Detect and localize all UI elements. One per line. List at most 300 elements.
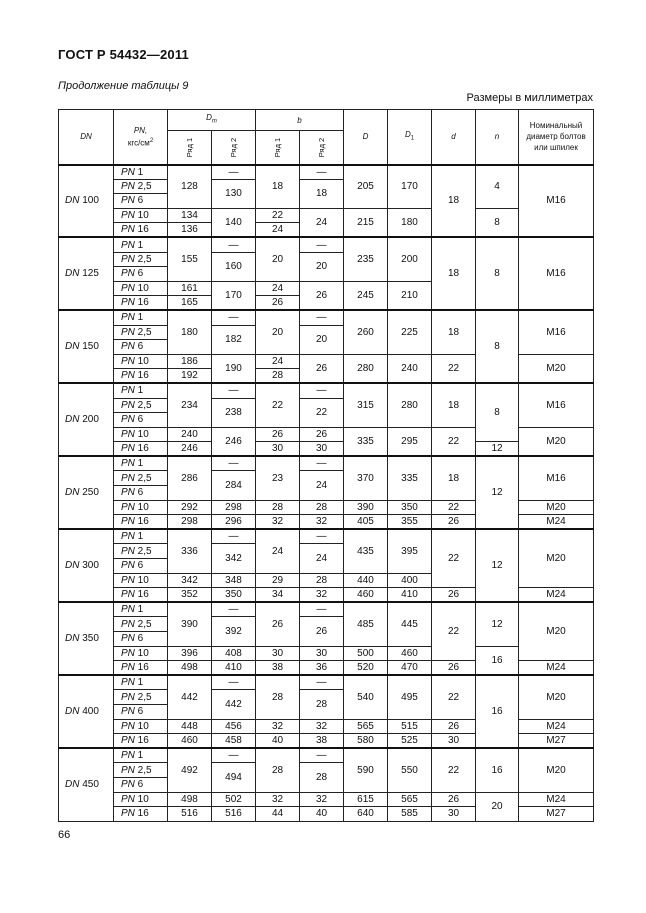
b-row1-cell: 44 [256,807,300,822]
dm-row2-cell: 458 [212,734,256,749]
bolt-diameter-cell: M16 [519,165,594,238]
b-row2-cell: 32 [300,792,344,807]
b-row1-cell: 38 [256,661,300,676]
pn-cell: PN 10 [114,719,168,734]
b-row2-cell: 38 [300,734,344,749]
dm-row1-cell: 390 [168,602,212,646]
pn-cell: PN 2,5 [114,252,168,267]
d-outer-cell: 500 [344,646,388,661]
table-row [59,602,594,617]
pn-cell: PN 2,5 [114,325,168,340]
pn-cell: PN 1 [114,529,168,544]
pn-cell: PN 16 [114,588,168,603]
pn-cell: PN 2,5 [114,763,168,778]
pn-cell: PN 1 [114,165,168,180]
dn-cell: DN 250 [59,456,114,529]
d1-cell: 225 [388,310,432,354]
dn-cell: DN 125 [59,237,114,310]
dm-row2-cell: — [212,310,256,325]
bolt-diameter-cell: M24 [519,792,594,807]
flange-dimensions-table [58,109,594,822]
d1-cell: 395 [388,529,432,573]
d-hole-cell: 18 [432,165,476,238]
dn-cell: DN 150 [59,310,114,383]
d1-cell: 180 [388,208,432,237]
bolt-diameter-cell: M16 [519,310,594,354]
dm-row2-cell: 238 [212,398,256,427]
b-row2-cell: 32 [300,515,344,530]
d-outer-cell: 520 [344,661,388,676]
pn-cell: PN 6 [114,267,168,282]
b-row2-cell: — [300,237,344,252]
dm-row2-cell: 140 [212,208,256,237]
dm-row2-cell: 502 [212,792,256,807]
dm-row1-cell: 292 [168,500,212,515]
pn-cell: PN 1 [114,456,168,471]
dm-row2-cell: 392 [212,617,256,646]
dm-row2-cell: 170 [212,281,256,310]
d-hole-cell: 26 [432,661,476,676]
pn-cell: PN 16 [114,442,168,457]
dm-row1-cell: 442 [168,675,212,719]
b-row2-cell: 22 [300,398,344,427]
d1-cell: 565 [388,792,432,807]
bolt-diameter-cell: M20 [519,748,594,792]
pn-cell: PN 10 [114,573,168,588]
dn-cell: DN 450 [59,748,114,821]
dm-row2-cell: 408 [212,646,256,661]
d1-cell: 200 [388,237,432,281]
dm-row1-cell: 161 [168,281,212,296]
d1-cell: 295 [388,427,432,456]
pn-cell: PN 16 [114,296,168,311]
d-outer-cell: 590 [344,748,388,792]
n-cell: 12 [476,602,519,646]
header-b: b [256,110,344,131]
units-note: Размеры в миллиметрах [466,92,593,104]
dm-row2-cell: 160 [212,252,256,281]
b-row1-cell: 32 [256,515,300,530]
d-hole-cell: 18 [432,237,476,310]
n-cell: 8 [476,208,519,237]
b-row1-cell: 26 [256,427,300,442]
dm-row1-cell: 240 [168,427,212,442]
b-row2-cell: 18 [300,179,344,208]
n-cell: 8 [476,383,519,441]
n-cell: 4 [476,165,519,209]
table-row [59,748,594,763]
d-outer-cell: 215 [344,208,388,237]
d-outer-cell: 390 [344,500,388,515]
d-outer-cell: 405 [344,515,388,530]
dm-row2-cell: — [212,529,256,544]
pn-cell: PN 2,5 [114,690,168,705]
d-outer-cell: 280 [344,354,388,383]
d1-cell: 460 [388,646,432,661]
bolt-diameter-cell: M24 [519,719,594,734]
d-outer-cell: 440 [344,573,388,588]
b-row2-cell: 28 [300,573,344,588]
pn-cell: PN 6 [114,632,168,647]
d1-cell: 335 [388,456,432,500]
d-hole-cell: 18 [432,456,476,500]
b-row2-cell: 26 [300,281,344,310]
b-row2-cell: — [300,748,344,763]
dm-row1-cell: 128 [168,165,212,209]
header-pn: PN, кгс/$см^2$ [114,110,168,165]
d-outer-cell: 540 [344,675,388,719]
d-hole-cell: 26 [432,719,476,734]
dm-row2-cell: 284 [212,471,256,500]
b-row2-cell: — [300,310,344,325]
pn-cell: PN 16 [114,734,168,749]
n-cell: 16 [476,646,519,675]
dm-row2-cell: 298 [212,500,256,515]
dm-row2-cell: — [212,675,256,690]
table-body [59,165,594,822]
dm-row1-cell: 286 [168,456,212,500]
b-row2-cell: — [300,456,344,471]
header-d-outer: D [344,110,388,165]
pn-cell: PN 1 [114,748,168,763]
d-outer-cell: 235 [344,237,388,281]
b-row2-cell: — [300,165,344,180]
bolt-diameter-cell: M24 [519,661,594,676]
d-hole-cell: 22 [432,748,476,792]
dm-row2-cell: 516 [212,807,256,822]
dm-row1-cell: 134 [168,208,212,223]
pn-cell: PN 6 [114,413,168,428]
dm-row1-cell: 342 [168,573,212,588]
dm-row2-cell: 130 [212,179,256,208]
b-row1-cell: 22 [256,383,300,427]
pn-cell: PN 6 [114,486,168,501]
pn-cell: PN 6 [114,194,168,209]
pn-cell: PN 1 [114,310,168,325]
d-outer-cell: 485 [344,602,388,646]
d-hole-cell: 30 [432,734,476,749]
header-d1: $D_1$ [388,110,432,165]
pn-cell: PN 2,5 [114,471,168,486]
dn-cell: DN 100 [59,165,114,238]
header-b-row1: Ряд 1 [256,131,300,165]
bolt-diameter-cell: M20 [519,500,594,515]
d1-cell: 350 [388,500,432,515]
table-row [59,442,594,457]
b-row1-cell: 20 [256,237,300,281]
pn-cell: PN 16 [114,223,168,238]
dm-row2-cell: — [212,237,256,252]
b-row2-cell: 32 [300,719,344,734]
b-row2-cell: — [300,602,344,617]
b-row2-cell: 40 [300,807,344,822]
pn-cell: PN 10 [114,500,168,515]
table-row [59,675,594,690]
pn-cell: PN 16 [114,369,168,384]
table-row [59,456,594,471]
bolt-diameter-cell: M16 [519,383,594,427]
dm-row1-cell: 498 [168,792,212,807]
n-cell: 12 [476,529,519,602]
pn-cell: PN 16 [114,807,168,822]
b-row1-cell: 24 [256,354,300,369]
bolt-diameter-cell: M20 [519,675,594,719]
pn-cell: PN 10 [114,427,168,442]
d-hole-cell: 22 [432,500,476,515]
n-cell: 16 [476,675,519,748]
b-row1-cell: 32 [256,719,300,734]
dm-row2-cell: 350 [212,588,256,603]
d1-cell: 550 [388,748,432,792]
table-row [59,529,594,544]
dm-row1-cell: 460 [168,734,212,749]
dm-row2-cell: 442 [212,690,256,719]
header-b-row2: Ряд 2 [300,131,344,165]
header-dm: $D_m$ [168,110,256,131]
page-number: 66 [58,829,71,841]
d-hole-cell: 22 [432,602,476,660]
dm-row1-cell: 165 [168,296,212,311]
dm-row2-cell: 246 [212,427,256,456]
b-row2-cell: 20 [300,252,344,281]
dm-row2-cell: 296 [212,515,256,530]
table-row [59,383,594,398]
pn-cell: PN 6 [114,340,168,355]
b-row2-cell: 28 [300,500,344,515]
bolt-diameter-cell: M27 [519,807,594,822]
dm-row2-cell: — [212,383,256,398]
dm-row1-cell: 336 [168,529,212,573]
pn-cell: PN 2,5 [114,398,168,413]
b-row1-cell: 28 [256,675,300,719]
pn-cell: PN 6 [114,704,168,719]
d-outer-cell: 565 [344,719,388,734]
bolt-diameter-cell: M20 [519,427,594,456]
b-row2-cell: 30 [300,646,344,661]
dn-cell: DN 350 [59,602,114,675]
b-row1-cell: 24 [256,529,300,573]
dm-row2-cell: — [212,165,256,180]
d-outer-cell: 640 [344,807,388,822]
d-hole-cell: 22 [432,675,476,719]
b-row1-cell: 20 [256,310,300,354]
header-n: n [476,110,519,165]
pn-cell: PN 6 [114,559,168,574]
d1-cell: 445 [388,602,432,646]
d1-cell: 170 [388,165,432,209]
d1-cell: 400 [388,573,432,588]
n-cell: 12 [476,442,519,457]
d-outer-cell: 580 [344,734,388,749]
dn-cell: DN 300 [59,529,114,602]
b-row1-cell: 22 [256,208,300,223]
b-row1-cell: 26 [256,296,300,311]
d-hole-cell: 18 [432,383,476,427]
dm-row1-cell: 448 [168,719,212,734]
pn-cell: PN 2,5 [114,544,168,559]
dm-row1-cell: 498 [168,661,212,676]
header-dn: DN [59,110,114,165]
dm-row1-cell: 492 [168,748,212,792]
b-row2-cell: 20 [300,325,344,354]
d1-cell: 495 [388,675,432,719]
dm-row2-cell: 348 [212,573,256,588]
b-row2-cell: 24 [300,208,344,237]
d-outer-cell: 370 [344,456,388,500]
dm-row2-cell: — [212,748,256,763]
header-d-hole: d [432,110,476,165]
d-outer-cell: 460 [344,588,388,603]
pn-cell: PN 1 [114,602,168,617]
d-outer-cell: 205 [344,165,388,209]
bolt-diameter-cell: M16 [519,237,594,310]
d1-cell: 525 [388,734,432,749]
dm-row1-cell: 234 [168,383,212,427]
pn-cell: PN 1 [114,237,168,252]
dm-row1-cell: 352 [168,588,212,603]
b-row2-cell: 28 [300,690,344,719]
bolt-diameter-cell: M20 [519,354,594,383]
b-row1-cell: 30 [256,442,300,457]
table-continuation-caption: Продолжение таблицы 9 [58,80,189,92]
d-outer-cell: 315 [344,383,388,427]
d-outer-cell: 245 [344,281,388,310]
b-row1-cell: 24 [256,223,300,238]
d-hole-cell: 22 [432,354,476,383]
n-cell: 8 [476,310,519,383]
b-row1-cell: 29 [256,573,300,588]
d-hole-cell: 30 [432,807,476,822]
pn-cell: PN 2,5 [114,179,168,194]
dm-row1-cell: 186 [168,354,212,369]
b-row2-cell: — [300,529,344,544]
dm-row2-cell: — [212,456,256,471]
d-outer-cell: 335 [344,427,388,456]
d-outer-cell: 615 [344,792,388,807]
pn-cell: PN 10 [114,354,168,369]
pn-cell: PN 10 [114,281,168,296]
dm-row1-cell: 155 [168,237,212,281]
bolt-diameter-cell: M24 [519,588,594,603]
dn-cell: DN 200 [59,383,114,456]
dm-row1-cell: 516 [168,807,212,822]
b-row1-cell: 26 [256,602,300,646]
table-row [59,310,594,325]
d1-cell: 240 [388,354,432,383]
pn-cell: PN 1 [114,383,168,398]
dm-row2-cell: 410 [212,661,256,676]
dm-row1-cell: 180 [168,310,212,354]
d1-cell: 585 [388,807,432,822]
document-title: ГОСТ Р 54432—2011 [58,47,189,62]
b-row1-cell: 34 [256,588,300,603]
pn-cell: PN 6 [114,777,168,792]
b-row1-cell: 28 [256,500,300,515]
b-row1-cell: 24 [256,281,300,296]
b-row1-cell: 32 [256,792,300,807]
b-row2-cell: 30 [300,442,344,457]
dm-row2-cell: 190 [212,354,256,383]
n-cell: 20 [476,792,519,821]
bolt-diameter-cell: M20 [519,602,594,660]
d1-cell: 515 [388,719,432,734]
d1-cell: 355 [388,515,432,530]
b-row1-cell: 30 [256,646,300,661]
d1-cell: 280 [388,383,432,427]
dm-row1-cell: 246 [168,442,212,457]
b-row2-cell: 36 [300,661,344,676]
dn-cell: DN 400 [59,675,114,748]
dm-row1-cell: 136 [168,223,212,238]
pn-cell: PN 10 [114,208,168,223]
b-row1-cell: 40 [256,734,300,749]
pn-cell: PN 10 [114,646,168,661]
d1-cell: 470 [388,661,432,676]
pn-cell: PN 1 [114,675,168,690]
table-row [59,208,594,223]
n-cell: 16 [476,748,519,792]
n-cell: 12 [476,456,519,529]
b-row1-cell: 18 [256,165,300,209]
pn-cell: PN 2,5 [114,617,168,632]
d-hole-cell: 22 [432,427,476,456]
d-hole-cell: 26 [432,588,476,603]
b-row2-cell: 24 [300,544,344,573]
table-row [59,646,594,661]
b-row2-cell: 26 [300,427,344,442]
dm-row1-cell: 396 [168,646,212,661]
pn-cell: PN 10 [114,792,168,807]
bolt-diameter-cell: M27 [519,734,594,749]
pn-cell: PN 16 [114,661,168,676]
dm-row1-cell: 298 [168,515,212,530]
b-row2-cell: 24 [300,471,344,500]
header-dm-row1: Ряд 1 [168,131,212,165]
d-hole-cell: 26 [432,515,476,530]
d1-cell: 210 [388,281,432,310]
n-cell: 8 [476,237,519,310]
b-row2-cell: 26 [300,354,344,383]
d-hole-cell: 18 [432,310,476,354]
d-outer-cell: 260 [344,310,388,354]
b-row1-cell: 23 [256,456,300,500]
b-row2-cell: 26 [300,617,344,646]
bolt-diameter-cell: M20 [519,529,594,587]
b-row2-cell: — [300,383,344,398]
dm-row2-cell: — [212,602,256,617]
b-row2-cell: 28 [300,763,344,792]
b-row2-cell: 32 [300,588,344,603]
d-outer-cell: 435 [344,529,388,573]
dm-row2-cell: 182 [212,325,256,354]
b-row1-cell: 28 [256,748,300,792]
d-hole-cell: 26 [432,792,476,807]
b-row1-cell: 28 [256,369,300,384]
bolt-diameter-cell: M24 [519,515,594,530]
table-row [59,792,594,807]
header-bolt-diameter: Номинальный диаметр болтов или шпилек [519,110,594,165]
dm-row2-cell: 456 [212,719,256,734]
b-row2-cell: — [300,675,344,690]
header-dm-row2: Ряд 2 [212,131,256,165]
dm-row2-cell: 342 [212,544,256,573]
dm-row1-cell: 192 [168,369,212,384]
dm-row2-cell: 494 [212,763,256,792]
d-hole-cell: 22 [432,529,476,587]
table-row [59,165,594,180]
d1-cell: 410 [388,588,432,603]
bolt-diameter-cell: M16 [519,456,594,500]
